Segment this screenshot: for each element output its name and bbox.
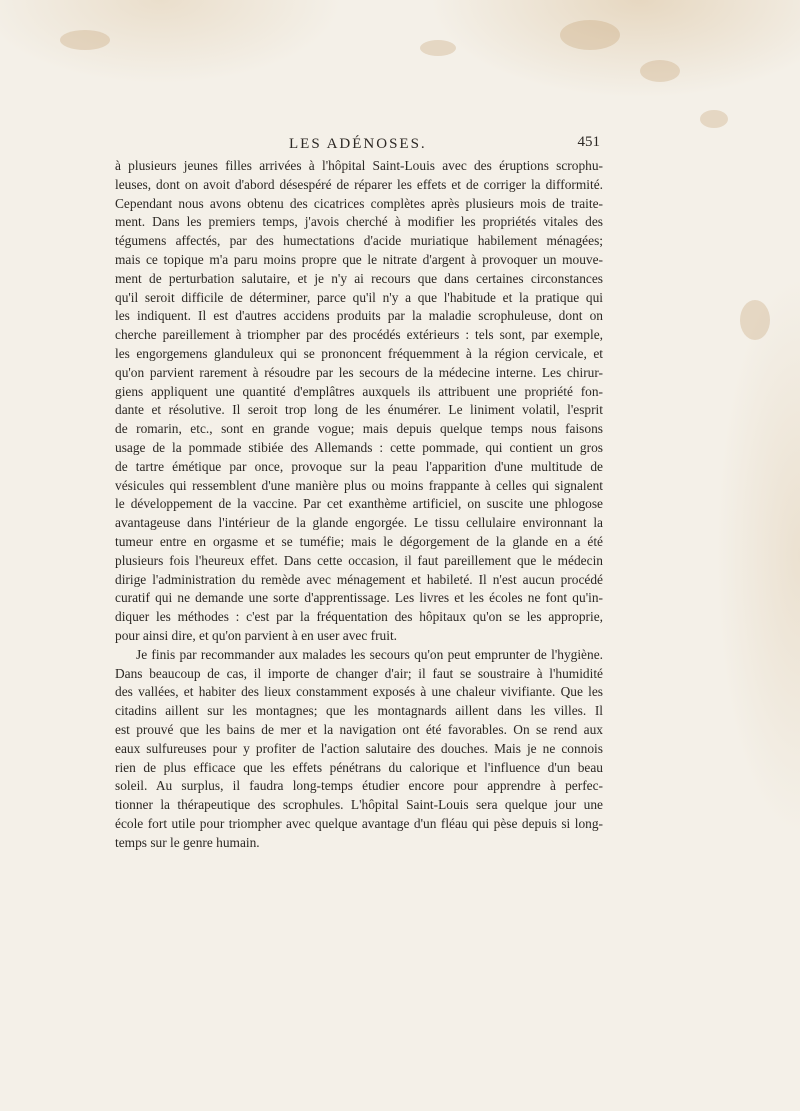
text-line: les indiquent. Il est d'autres accidens produits par la maladie scrophuleuse, dont on (115, 308, 603, 324)
text-line: Dans beaucoup de cas, il importe de changer d'air; il faut se soustraire à l'humidité (115, 665, 603, 681)
text-line: rien de plus efficace que les effets pénétrans du calorique et l'influence d'un beau (115, 759, 603, 775)
foxing-stain (60, 30, 110, 50)
text-line: tégumens affectés, par des humectations d'acide muriatique habilement ménagées; (115, 233, 603, 249)
page-header (115, 132, 600, 154)
body-text (115, 157, 603, 852)
paragraph (115, 646, 603, 853)
text-line: cherche pareillement à triompher par des procédés extérieurs : tels sont, par exemple, (115, 327, 603, 343)
text-line: Je finis par recommander aux malades les secours qu'on peut emprunter de l'hygiène. (136, 646, 603, 662)
text-line: de romarin, etc., sont en grande vogue; mais depuis quelque temps nous faisons (115, 421, 603, 437)
text-line: pour ainsi dire, et qu'on parvient à en user avec fruit. (115, 627, 398, 643)
text-line: qu'il seroit difficile de déterminer, parce qu'il n'y a que l'habitude et la pratique qui (115, 289, 603, 305)
text-line: eaux sulfureuses pour y profiter de l'action salutaire des douches. Mais je ne connois (115, 740, 603, 756)
text-line: vésicules qui ressemblent d'une manière plus ou moins frappante à celles qui signalent (115, 477, 603, 493)
foxing-stain (700, 110, 728, 128)
text-line: avantageuse dans l'intérieur de la glande engorgée. Le tissu cellulaire environnant la (115, 515, 603, 531)
text-line: giens appliquent une quantité d'emplâtres auxquels ils attribuent une propriété fon- (115, 383, 603, 399)
text-line: tumeur entre en orgasme et se tuméfie; mais le dégorgement de la glande en a été (115, 533, 603, 549)
foxing-stain (560, 20, 620, 50)
text-line: mais ce topique m'a paru moins propre que le nitrate d'argent à provoquer un mouve- (115, 251, 603, 267)
text-line: école fort utile pour triompher avec quelque avantage d'un fléau qui pèse depuis si long- (115, 815, 603, 831)
text-line: ment. Dans les premiers temps, j'avois cherché à modifier les propriétés vitales des (115, 214, 603, 230)
text-line: de tartre émétique par once, provoque sur la peau l'apparition d'une multitude de (115, 458, 603, 474)
text-line: usage de la pommade stibiée des Allemands : cette pommade, qui contient un gros (115, 439, 603, 455)
text-line: diquer les méthodes : c'est par la fréquentation des hôpitaux qu'on se les approprie, (115, 609, 603, 625)
text-line: temps sur le genre humain. (115, 834, 260, 850)
text-line: à plusieurs jeunes filles arrivées à l'hôpital Saint-Louis avec des éruptions scrophu- (115, 158, 603, 173)
text-line: le développement de la vaccine. Par cet exanthème artificiel, on suscite une phlogose (115, 496, 603, 512)
page-number: 451 (577, 134, 600, 150)
text-line: est prouvé que les bains de mer et la navigation ont été favorables. On se rend aux (115, 721, 603, 737)
text-line: qu'on parvient rarement à résoudre par les secours de la médecine interne. Les chirur- (115, 364, 603, 380)
text-line: les engorgemens glanduleux qui se prononcent fréquemment à la région cervicale, et (115, 345, 603, 361)
text-line: leuses, dont on avoit d'abord désespéré de réparer les effets et de corriger la difformité. (115, 176, 603, 192)
text-line: dante et résolutive. Il seroit trop long de les énumérer. Le liniment volatil, l'esprit (115, 402, 603, 418)
text-line: citadins aillent sur les montagnes; que les montagnards aillent dans les villes. Il (115, 703, 603, 719)
text-line: plusieurs fois l'heureux effet. Dans cette occasion, il faut pareillement que le médecin (115, 552, 603, 568)
text-line: curatif qui ne demande une sorte d'apprentissage. Les livres et les écoles ne font qu'in- (115, 590, 603, 606)
text-line: Cependant nous avons obtenu des cicatrices complètes après plusieurs mois de traite- (115, 195, 603, 211)
text-line: des vallées, et habiter des lieux constamment exposés à une chaleur vivifiante. Que les (115, 684, 603, 700)
foxing-stain (640, 60, 680, 82)
foxing-stain (420, 40, 456, 56)
text-line: dirige l'administration du remède avec ménagement et habileté. Il n'est aucun procédé (115, 571, 603, 587)
running-title: LES ADÉNOSES. (289, 136, 427, 152)
text-line: tionner la thérapeutique des scrophules. L'hôpital Saint-Louis sera quelque jour une (115, 797, 603, 813)
foxing-stain (740, 300, 770, 340)
text-line: soleil. Au surplus, il faudra long-temps étudier encore pour apprendre à perfec- (115, 778, 603, 794)
paragraph (115, 157, 603, 646)
text-line: ment de perturbation salutaire, et je n'y ai recours que dans certaines circonstances (115, 270, 603, 286)
